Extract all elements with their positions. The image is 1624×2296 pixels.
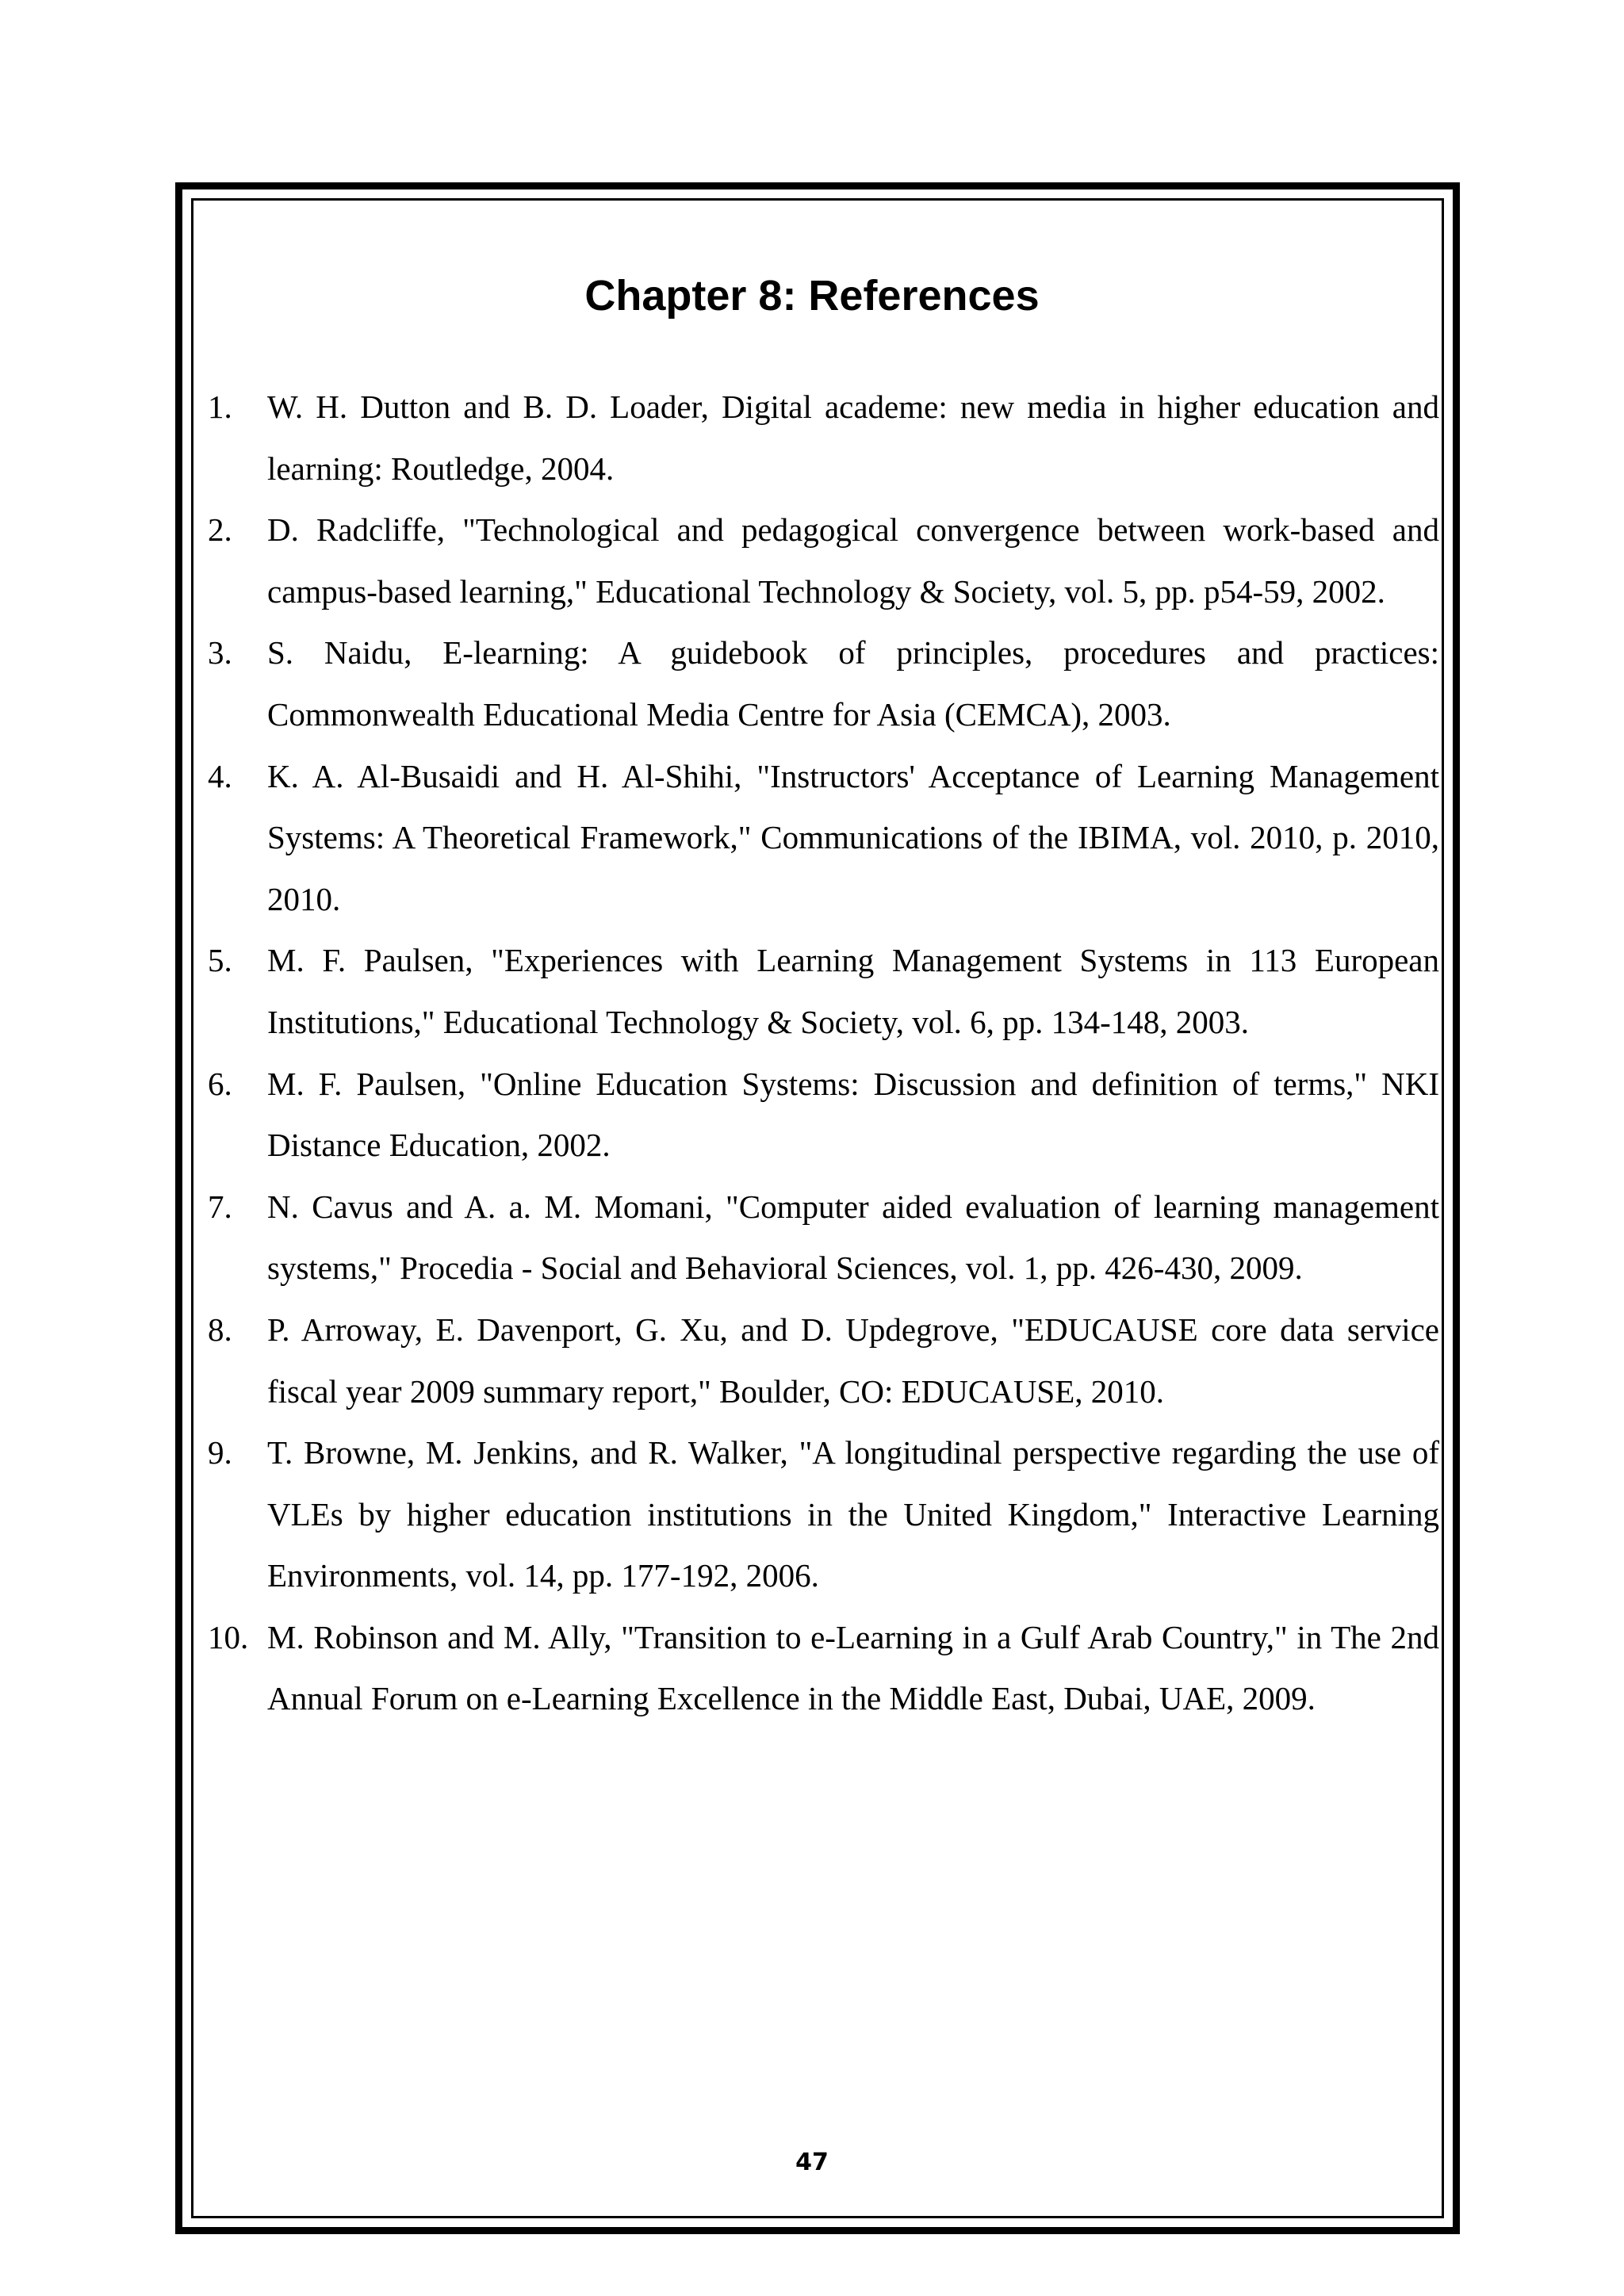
reference-text: W. H. Dutton and B. D. Loader, Digital academe: new media in higher education and learning: Routledge, 2004. bbox=[267, 388, 1439, 487]
reference-number: 3. bbox=[208, 634, 232, 672]
reference-item bbox=[208, 1607, 1439, 1730]
reference-number: 4. bbox=[208, 757, 232, 794]
reference-item bbox=[208, 1177, 1439, 1299]
reference-text: S. Naidu, E-learning: A guidebook of principles, procedures and practices: Commonwealth Educational Media Centre for Asia (CEMCA), 2003. bbox=[267, 634, 1439, 733]
reference-number: 9. bbox=[208, 1434, 232, 1471]
reference-number: 10. bbox=[208, 1618, 249, 1655]
reference-list bbox=[208, 377, 1439, 1730]
reference-text: D. Radcliffe, "Technological and pedagogical convergence between work-based and campus-based learning," Educational Technology & Society, vol. 5, pp. p54-59, 2002. bbox=[267, 511, 1439, 610]
reference-item bbox=[208, 1422, 1439, 1607]
reference-item bbox=[208, 930, 1439, 1053]
reference-number: 6. bbox=[208, 1065, 232, 1102]
chapter-title: Chapter 8: References bbox=[584, 272, 1040, 320]
reference-number: 1. bbox=[208, 388, 232, 425]
reference-item bbox=[208, 1299, 1439, 1422]
reference-number: 2. bbox=[208, 511, 232, 549]
reference-text: P. Arroway, E. Davenport, G. Xu, and D. Updegrove, "EDUCAUSE core data service fiscal year 2009 summary report," Boulder, CO: EDUCAUSE, 2010. bbox=[267, 1311, 1439, 1410]
reference-text: T. Browne, M. Jenkins, and R. Walker, "A longitudinal perspective regarding the use of VLEs by higher education institutions in the United Kingdom," Interactive Learning Environments, vol. 14, pp. 177-192, 2006. bbox=[267, 1434, 1439, 1594]
reference-text: K. A. Al-Busaidi and H. Al-Shihi, "Instructors' Acceptance of Learning Management Systems: A Theoretical Framework," Communications of the IBIMA, vol. 2010, p. 2010, 2010. bbox=[267, 757, 1439, 917]
reference-item bbox=[208, 1054, 1439, 1177]
reference-number: 8. bbox=[208, 1311, 232, 1348]
reference-text: M. Robinson and M. Ally, "Transition to e-Learning in a Gulf Arab Country," in The 2nd Annual Forum on e-Learning Excellence in the Middle East, Dubai, UAE, 2009. bbox=[267, 1618, 1439, 1717]
reference-text: N. Cavus and A. a. M. Momani, "Computer aided evaluation of learning management systems," Procedia - Social and Behavioral Sciences, vol. 1, pp. 426-430, 2009. bbox=[267, 1188, 1439, 1287]
reference-text: M. F. Paulsen, "Experiences with Learning Management Systems in 113 European Institutions," Educational Technology & Society, vol. 6, pp. 134-148, 2003. bbox=[267, 942, 1439, 1040]
reference-text: M. F. Paulsen, "Online Education Systems: Discussion and definition of terms," NKI Distance Education, 2002. bbox=[267, 1065, 1439, 1164]
reference-number: 7. bbox=[208, 1188, 232, 1225]
reference-item bbox=[208, 377, 1439, 499]
page-number: 47 bbox=[795, 2149, 829, 2176]
reference-item bbox=[208, 746, 1439, 931]
reference-number: 5. bbox=[208, 942, 232, 979]
reference-item bbox=[208, 622, 1439, 745]
reference-item bbox=[208, 499, 1439, 622]
